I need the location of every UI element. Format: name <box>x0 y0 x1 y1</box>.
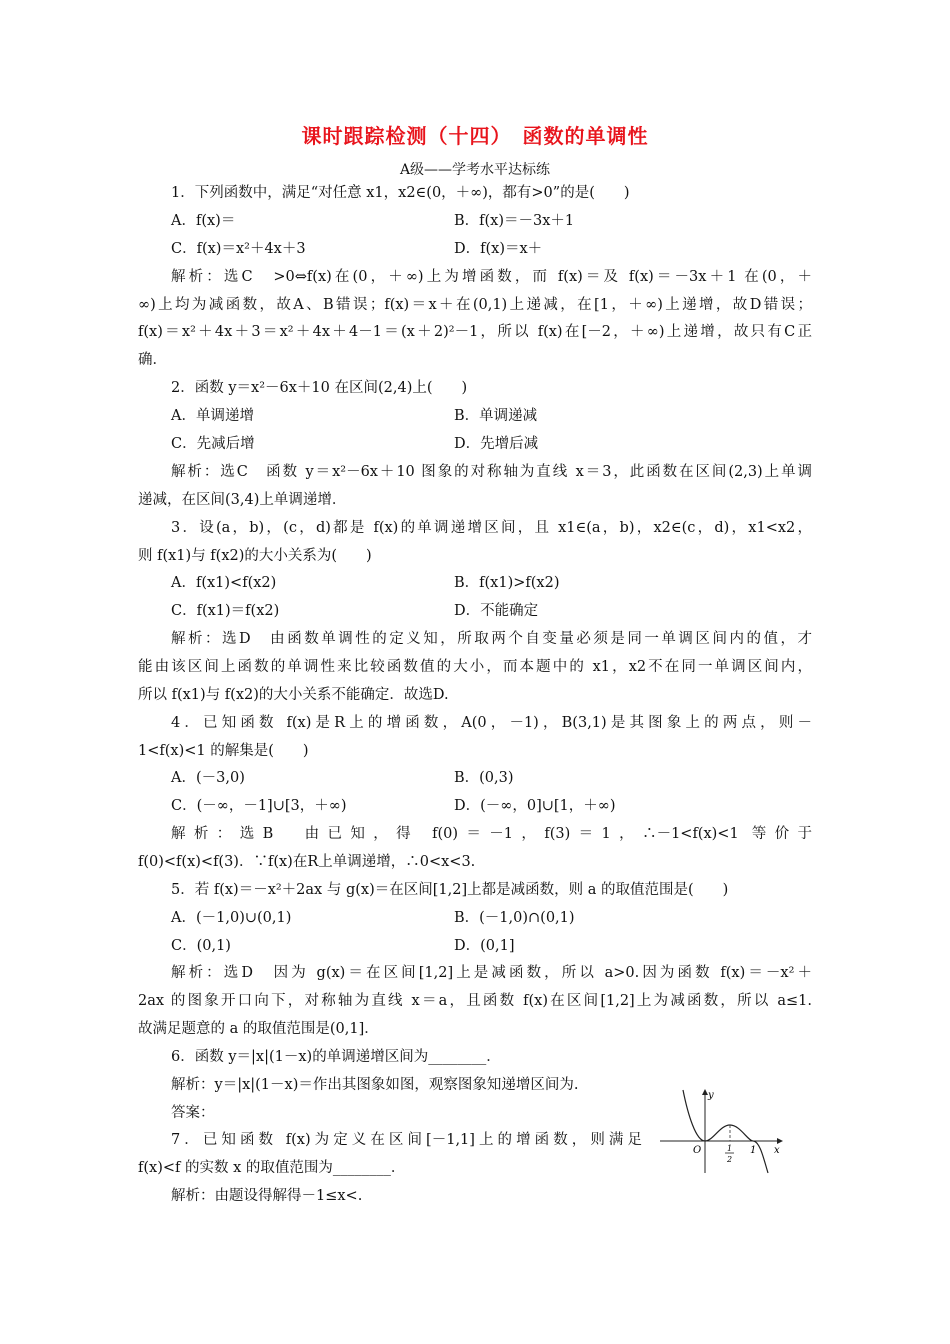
q4-option-c: C．(－∞，－1]∪[3，＋∞) <box>171 798 347 814</box>
q5-stem: 5．若 f(x)＝－x²＋2ax 与 g(x)＝在区间[1,2]上都是减函数，则 a 的取值范围是( ) <box>171 882 729 898</box>
q4-option-b: B．(0,3) <box>454 770 514 786</box>
q2-solution-line: 递减，在区间(3,4)上单调递增． <box>138 492 347 508</box>
q2-option-c: C．先减后增 <box>171 436 255 452</box>
q3-option-d: D．不能确定 <box>454 603 539 619</box>
q5-option-d: D．(0,1] <box>454 938 515 954</box>
q7-solution-line: 解析：由题设得解得－1≤x<. <box>171 1188 363 1204</box>
q2-solution-line: 解析：选C 函数 y＝x²－6x＋10 图象的对称轴为直线 x＝3，此函数在区间(2,3)上单调 <box>171 464 812 480</box>
q6-answer: 答案： <box>171 1105 215 1121</box>
q2-stem: 2．函数 y＝x²－6x＋10 在区间(2,4)上( ) <box>171 380 468 396</box>
q6-stem: 6．函数 y＝|x|(1－x)的单调递增区间为________． <box>171 1049 501 1065</box>
q2-option-d: D．先增后减 <box>454 436 539 452</box>
x-axis-label: x <box>774 1145 780 1156</box>
section-subtitle: A级——学考水平达标练 <box>399 162 551 178</box>
q4-stem-cont: 1<f(x)<1 的解集是( ) <box>138 743 309 759</box>
q4-solution-line: 解析：选B 由已知，得 f(0)＝－1，f(3)＝1，∴－1<f(x)<1 等价于 <box>171 826 812 842</box>
q1-option-c: C．f(x)＝x²＋4x＋3 <box>171 241 306 257</box>
q3-solution-line: 解析：选D 由函数单调性的定义知，所取两个自变量必须是同一单调区间内的值，才 <box>171 631 812 647</box>
q5-solution-line: 解析：选D 因为 g(x)＝在区间[1,2]上是减函数，所以 a>0.因为函数 f(x)＝－x²＋ <box>171 965 812 981</box>
q6-solution-line: 解析：y＝|x|(1－x)＝作出其图象如图，观察图象知递增区间为. <box>171 1077 579 1093</box>
q4-solution-line: f(0)<f(x)<f(3)．∵f(x)在R上单调递增，∴0<x<3. <box>138 854 476 870</box>
q2-option-b: B．单调递减 <box>454 408 538 424</box>
q1-solution-line: 解析：选C >0⇔f(x)在(0，＋∞)上为增函数，而 f(x)＝及 f(x)＝－3x＋1 在(0，＋ <box>171 269 812 285</box>
q5-solution-line: 2ax 的图象开口向下，对称轴为直线 x＝a，且函数 f(x)在区间[1,2]上为减函数，所以 a≤1. <box>138 993 812 1009</box>
q1-option-b: B．f(x)＝－3x＋1 <box>454 213 575 229</box>
q7-stem: 7．已知函数 f(x)为定义在区间[－1,1]上的增函数，则满足 <box>171 1132 642 1148</box>
curve-path <box>683 1090 768 1173</box>
y-axis-label: y <box>708 1090 714 1101</box>
q5-option-b: B．(－1,0)∩(0,1) <box>454 910 575 926</box>
function-graph <box>658 1085 788 1175</box>
q3-stem: 3．设(a，b)，(c，d)都是 f(x)的单调递增区间，且 x1∈(a，b)，x2∈(c，d)，x1<x2， <box>171 520 812 536</box>
q3-option-c: C．f(x1)＝f(x2) <box>171 603 280 619</box>
tick-one-label: 1 <box>750 1145 757 1156</box>
q3-option-b: B．f(x1)>f(x2) <box>454 575 560 591</box>
origin-label: O <box>693 1145 702 1156</box>
tick-half-numerator: 1 <box>727 1144 733 1153</box>
q1-option-a: A．f(x)＝ <box>171 213 236 229</box>
q4-option-d: D．(－∞，0]∪[1，＋∞) <box>454 798 616 814</box>
q4-option-a: A．(－3,0) <box>171 770 245 786</box>
q3-stem-cont: 则 f(x1)与 f(x2)的大小关系为( ) <box>138 548 372 564</box>
q5-solution-line: 故满足题意的 a 的取值范围是(0,1]． <box>138 1021 379 1037</box>
page-title: 课时跟踪检测（十四） 函数的单调性 <box>301 124 649 148</box>
q1-solution-line: f(x)＝x²＋4x＋3＝x²＋4x＋4－1＝(x＋2)²－1，所以 f(x)在[－2，＋∞)上递增，故只有C正 <box>138 324 812 340</box>
q1-option-d: D．f(x)＝x＋ <box>454 241 543 257</box>
q3-solution-line: 能由该区间上函数的单调性来比较函数值的大小，而本题中的 x1，x2不在同一单调区间内， <box>138 659 812 675</box>
q1-solution-line: ∞)上均为减函数，故A、B错误；f(x)＝x＋在(0,1)上递减，在[1，＋∞)上递增，故D错误； <box>138 297 812 313</box>
q3-solution-line: 所以 f(x1)与 f(x2)的大小关系不能确定．故选D. <box>138 687 449 703</box>
q3-option-a: A．f(x1)<f(x2) <box>171 575 277 591</box>
function-graph-figure <box>658 1085 788 1175</box>
q2-option-a: A．单调递增 <box>171 408 254 424</box>
q5-option-a: A．(－1,0)∪(0,1) <box>171 910 292 926</box>
q1-solution-line: 确． <box>138 352 167 368</box>
q1-stem: 1．下列函数中，满足“对任意 x1，x2∈(0，＋∞)，都有>0”的是( ) <box>171 185 630 201</box>
tick-half-denominator: 2 <box>727 1155 733 1164</box>
q4-stem: 4．已知函数 f(x)是R上的增函数，A(0，－1)，B(3,1)是其图象上的两点，则－ <box>171 715 812 731</box>
q7-stem-cont: f(x)<f 的实数 x 的取值范围为________． <box>138 1160 406 1176</box>
q5-option-c: C．(0,1) <box>171 938 231 954</box>
